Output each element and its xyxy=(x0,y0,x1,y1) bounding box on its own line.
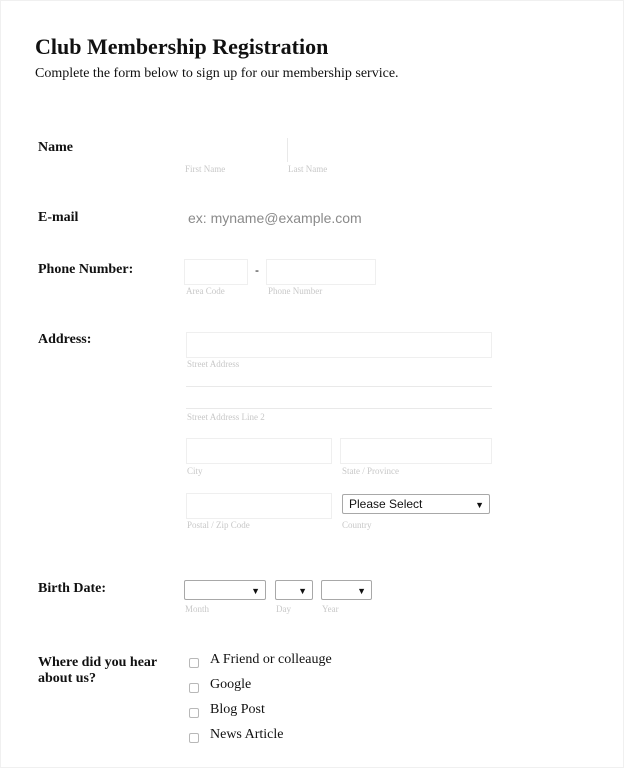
name-label: Name xyxy=(38,140,73,155)
state-sublabel: State / Province xyxy=(342,466,399,476)
email-placeholder: ex: myname@example.com xyxy=(188,210,362,226)
street-address-line2-sublabel: Street Address Line 2 xyxy=(187,412,265,422)
form-title: Club Membership Registration xyxy=(35,34,329,59)
city-input[interactable] xyxy=(186,438,332,464)
chevron-down-icon: ▼ xyxy=(298,586,307,596)
street-address-sublabel: Street Address xyxy=(187,359,240,369)
last-name-sublabel: Last Name xyxy=(288,164,328,174)
country-sublabel: Country xyxy=(342,520,372,530)
postal-code-sublabel: Postal / Zip Code xyxy=(187,520,250,530)
country-select-value: Please Select xyxy=(349,497,423,511)
street2-bottom-line xyxy=(186,408,492,409)
address-label: Address: xyxy=(38,332,92,347)
phone-number-input[interactable] xyxy=(266,259,376,285)
chevron-down-icon: ▼ xyxy=(251,586,260,596)
day-select[interactable] xyxy=(275,580,313,600)
phone-label: Phone Number: xyxy=(38,262,134,277)
month-select[interactable] xyxy=(184,580,266,600)
year-select[interactable] xyxy=(321,580,372,600)
last-name-input[interactable] xyxy=(288,138,388,162)
option-friend-label[interactable]: A Friend or colleauge xyxy=(210,652,332,667)
street-address-input[interactable] xyxy=(186,332,492,358)
area-code-sublabel: Area Code xyxy=(186,286,225,296)
chevron-down-icon: ▼ xyxy=(357,586,366,596)
email-input[interactable] xyxy=(184,206,424,230)
referral-label-line1: Where did you hear xyxy=(38,655,158,670)
option-blog-post-label[interactable]: Blog Post xyxy=(210,702,265,717)
first-name-input[interactable] xyxy=(184,138,286,162)
birth-date-label: Birth Date: xyxy=(38,581,107,596)
referral-label xyxy=(38,655,157,687)
street-address-line2-input[interactable] xyxy=(186,387,492,407)
year-sublabel: Year xyxy=(322,604,339,614)
checkbox-friend[interactable] xyxy=(189,658,199,668)
email-label: E-mail xyxy=(38,210,79,225)
checkbox-blog-post[interactable] xyxy=(189,708,199,718)
chevron-down-icon: ▼ xyxy=(475,500,484,510)
option-news-article-label[interactable]: News Article xyxy=(210,727,284,742)
country-select[interactable] xyxy=(342,494,490,514)
day-sublabel: Day xyxy=(276,604,291,614)
state-input[interactable] xyxy=(340,438,492,464)
referral-label-line2: about us? xyxy=(38,671,96,686)
city-sublabel: City xyxy=(187,466,203,476)
phone-number-sublabel: Phone Number xyxy=(268,286,323,296)
area-code-input[interactable] xyxy=(184,259,248,285)
checkbox-google[interactable] xyxy=(189,683,199,693)
month-sublabel: Month xyxy=(185,604,210,614)
first-name-sublabel: First Name xyxy=(185,164,226,174)
phone-separator: - xyxy=(255,263,259,277)
form-description: Complete the form below to sign up for our membership service. xyxy=(35,66,399,81)
checkbox-news-article[interactable] xyxy=(189,733,199,743)
postal-code-input[interactable] xyxy=(186,493,332,519)
option-google-label[interactable]: Google xyxy=(210,677,252,692)
